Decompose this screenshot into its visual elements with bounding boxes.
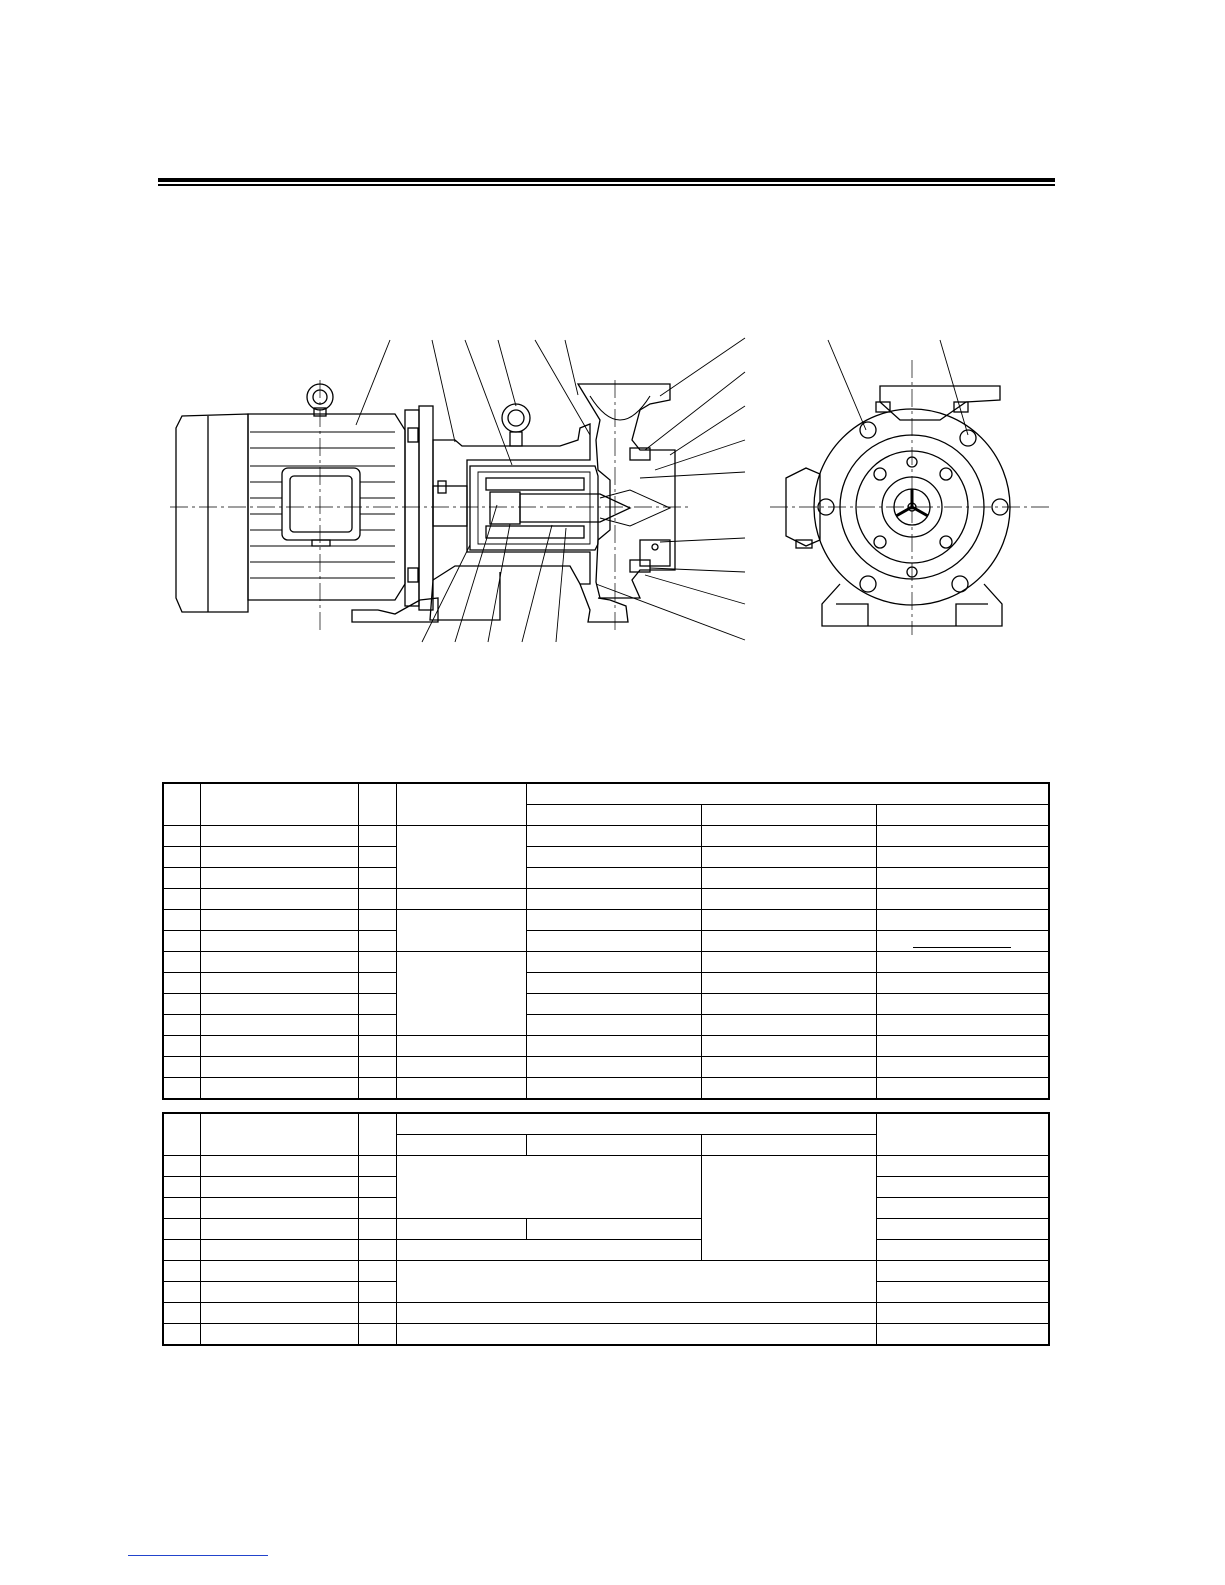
cell-qty xyxy=(358,826,396,847)
cell-spec xyxy=(701,847,876,868)
cell-qty xyxy=(358,910,396,931)
cell-part xyxy=(200,910,358,931)
materials-table-header-row xyxy=(163,1113,1049,1135)
cell-part xyxy=(200,868,358,889)
cell-qty xyxy=(358,1198,396,1219)
cell-spec xyxy=(526,868,701,889)
cell-remarks xyxy=(876,1219,1049,1240)
cell-spec xyxy=(876,826,1049,847)
cell-no xyxy=(163,1036,200,1057)
cell-remarks xyxy=(876,1303,1049,1324)
cell-qty xyxy=(358,1219,396,1240)
cell-spec xyxy=(876,910,1049,931)
header-materials-group xyxy=(396,1113,876,1135)
cell-no xyxy=(163,931,200,952)
cell-remarks xyxy=(876,1282,1049,1303)
cell-spec xyxy=(701,826,876,847)
header-qty xyxy=(358,783,396,826)
table-row xyxy=(163,889,1049,910)
header-part-name xyxy=(200,1113,358,1156)
header-material xyxy=(396,783,526,826)
table-row xyxy=(163,1015,1049,1036)
header-no xyxy=(163,1113,200,1156)
cell-spec xyxy=(701,1057,876,1078)
cell-spec xyxy=(526,847,701,868)
cell-material xyxy=(396,910,526,952)
table-row xyxy=(163,910,1049,931)
cell-qty xyxy=(358,994,396,1015)
cell-remarks xyxy=(876,1177,1049,1198)
table-row xyxy=(163,826,1049,847)
cell-spec-underlined xyxy=(876,931,1049,952)
header-spec-1 xyxy=(526,805,701,826)
cell-no xyxy=(163,1261,200,1282)
cell-no xyxy=(163,1015,200,1036)
cell-material xyxy=(396,1219,526,1240)
cell-material xyxy=(396,1261,876,1303)
cell-no xyxy=(163,889,200,910)
cell-material xyxy=(396,1057,526,1078)
table-row xyxy=(163,1156,1049,1177)
footer-link[interactable] xyxy=(128,1555,268,1556)
cell-spec xyxy=(876,1036,1049,1057)
header-material-1 xyxy=(396,1135,526,1156)
cell-spec xyxy=(526,994,701,1015)
cell-spec xyxy=(701,973,876,994)
motor-flange xyxy=(405,406,433,610)
table-row xyxy=(163,952,1049,973)
cell-spec xyxy=(876,973,1049,994)
cell-no xyxy=(163,1078,200,1100)
cell-spec xyxy=(701,1036,876,1057)
cell-spec xyxy=(526,931,701,952)
cell-part xyxy=(200,952,358,973)
cell-spec xyxy=(701,931,876,952)
cell-no xyxy=(163,973,200,994)
motor-shaft xyxy=(433,481,467,526)
cell-spec xyxy=(526,910,701,931)
cell-qty xyxy=(358,1036,396,1057)
cell-qty xyxy=(358,1156,396,1177)
cell-part xyxy=(200,847,358,868)
cell-part xyxy=(200,1156,358,1177)
cell-material xyxy=(526,1219,701,1240)
header-material-3 xyxy=(701,1135,876,1156)
table-row xyxy=(163,1324,1049,1346)
header-qty xyxy=(358,1113,396,1156)
cell-remarks xyxy=(876,1240,1049,1261)
casing-foot xyxy=(580,584,628,622)
cell-spec xyxy=(701,889,876,910)
end-view-drawing xyxy=(786,386,1010,626)
cell-qty xyxy=(358,931,396,952)
cell-spec xyxy=(876,889,1049,910)
table-row xyxy=(163,1240,1049,1261)
cell-remarks xyxy=(876,1198,1049,1219)
underline-mark xyxy=(913,935,1011,948)
cell-part xyxy=(200,1015,358,1036)
cell-no xyxy=(163,868,200,889)
header-spec-2 xyxy=(701,805,876,826)
header-specs-group xyxy=(526,783,1049,805)
cell-part xyxy=(200,931,358,952)
table-row xyxy=(163,1078,1049,1100)
cell-material xyxy=(396,1078,526,1100)
parts-table-header-row xyxy=(163,783,1049,805)
cell-part xyxy=(200,1219,358,1240)
inner-magnet xyxy=(486,478,584,538)
table-row xyxy=(163,1303,1049,1324)
cell-spec xyxy=(526,1036,701,1057)
table-row xyxy=(163,1036,1049,1057)
header-no xyxy=(163,783,200,826)
cell-spec xyxy=(876,994,1049,1015)
parts-table xyxy=(162,782,1050,1100)
cell-spec xyxy=(526,952,701,973)
cell-spec xyxy=(701,910,876,931)
cell-spec xyxy=(701,868,876,889)
header-material-2 xyxy=(526,1135,701,1156)
cell-qty xyxy=(358,1261,396,1282)
cell-material xyxy=(396,1324,876,1346)
cell-qty xyxy=(358,1324,396,1346)
cell-material xyxy=(396,826,526,889)
cell-part xyxy=(200,994,358,1015)
cell-part xyxy=(200,826,358,847)
cell-part xyxy=(200,1324,358,1346)
cell-no xyxy=(163,1219,200,1240)
pump-cross-section-drawing xyxy=(0,0,1225,700)
cell-material xyxy=(701,1156,876,1261)
cell-qty xyxy=(358,1177,396,1198)
motor-fan-cover xyxy=(176,414,248,612)
table-row xyxy=(163,931,1049,952)
cell-qty xyxy=(358,1240,396,1261)
cell-no xyxy=(163,1303,200,1324)
cell-qty xyxy=(358,952,396,973)
cell-part xyxy=(200,889,358,910)
cell-no xyxy=(163,1282,200,1303)
cell-spec xyxy=(526,973,701,994)
cell-material xyxy=(396,1240,701,1261)
cell-material xyxy=(396,1036,526,1057)
cell-spec xyxy=(876,1015,1049,1036)
cell-spec xyxy=(701,994,876,1015)
cell-spec xyxy=(876,868,1049,889)
cell-no xyxy=(163,952,200,973)
cell-part xyxy=(200,973,358,994)
cell-qty xyxy=(358,1015,396,1036)
cell-spec xyxy=(526,889,701,910)
cell-no xyxy=(163,1198,200,1219)
cell-qty xyxy=(358,1282,396,1303)
cell-material xyxy=(396,889,526,910)
cell-qty xyxy=(358,1057,396,1078)
cell-no xyxy=(163,994,200,1015)
cell-part xyxy=(200,1057,358,1078)
cell-no xyxy=(163,847,200,868)
cell-part xyxy=(200,1240,358,1261)
cell-part xyxy=(200,1198,358,1219)
cell-spec xyxy=(876,1078,1049,1100)
cell-no xyxy=(163,826,200,847)
cell-spec xyxy=(701,1015,876,1036)
cell-spec xyxy=(526,1015,701,1036)
header-remarks xyxy=(876,1113,1049,1156)
cell-remarks xyxy=(876,1324,1049,1346)
cell-qty xyxy=(358,847,396,868)
cell-spec xyxy=(876,847,1049,868)
cell-no xyxy=(163,1177,200,1198)
cell-remarks xyxy=(876,1156,1049,1177)
cell-spec xyxy=(701,1078,876,1100)
header-spec-3 xyxy=(876,805,1049,826)
cell-no xyxy=(163,1324,200,1346)
spindle xyxy=(520,490,670,526)
cell-part xyxy=(200,1282,358,1303)
cell-spec xyxy=(526,826,701,847)
cell-part xyxy=(200,1303,358,1324)
cell-qty xyxy=(358,973,396,994)
table-row xyxy=(163,994,1049,1015)
cell-material xyxy=(396,952,526,1036)
table-row xyxy=(163,847,1049,868)
cell-spec xyxy=(876,952,1049,973)
cell-material xyxy=(396,1156,701,1219)
cell-part xyxy=(200,1261,358,1282)
cell-no xyxy=(163,1156,200,1177)
cell-qty xyxy=(358,868,396,889)
header-part-name xyxy=(200,783,358,826)
cell-spec xyxy=(526,1057,701,1078)
cell-qty xyxy=(358,1303,396,1324)
cell-material xyxy=(396,1303,876,1324)
table-row xyxy=(163,973,1049,994)
table-row xyxy=(163,1261,1049,1282)
cell-qty xyxy=(358,1078,396,1100)
cell-part xyxy=(200,1177,358,1198)
table-row xyxy=(163,1219,1049,1240)
cell-no xyxy=(163,910,200,931)
cell-spec xyxy=(701,952,876,973)
cell-part xyxy=(200,1078,358,1100)
table-row xyxy=(163,1057,1049,1078)
cell-qty xyxy=(358,889,396,910)
cell-spec xyxy=(876,1057,1049,1078)
table-row xyxy=(163,868,1049,889)
materials-table xyxy=(162,1112,1050,1346)
cell-no xyxy=(163,1057,200,1078)
cell-remarks xyxy=(876,1261,1049,1282)
cell-part xyxy=(200,1036,358,1057)
eye-bolt-pump xyxy=(502,404,530,446)
cell-no xyxy=(163,1240,200,1261)
cell-spec xyxy=(526,1078,701,1100)
